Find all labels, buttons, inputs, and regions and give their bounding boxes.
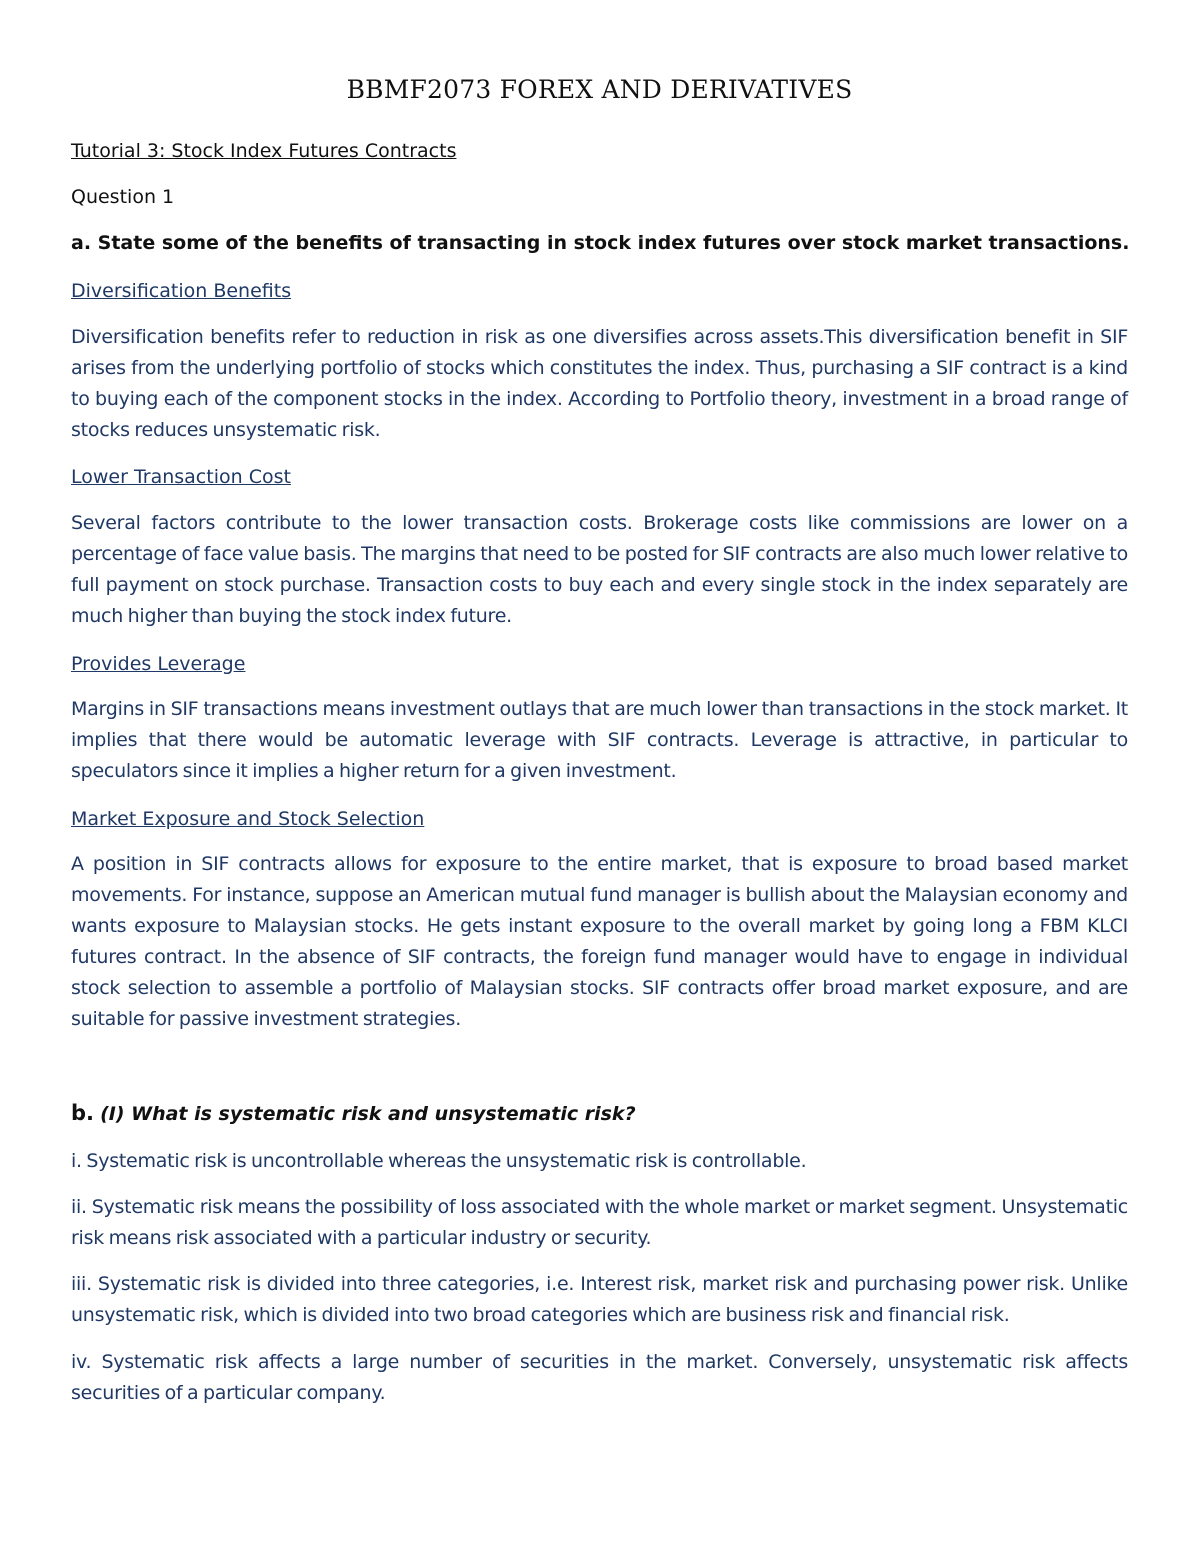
section-heading-market-exposure: Market Exposure and Stock Selection bbox=[71, 808, 425, 830]
question-b-letter: b. bbox=[71, 1101, 95, 1125]
question-b bbox=[71, 1099, 636, 1128]
answer-b-i: i. Systematic risk is uncontrollable whereas the unsystematic risk is controllable. bbox=[71, 1150, 807, 1172]
question-b-text: (I) What is systematic risk and unsystematic risk? bbox=[100, 1103, 636, 1125]
section-body-diversification: Diversification benefits refer to reduction in risk as one diversifies across assets.This diversification benefit in SIF arises from the underlying portfolio of stocks which constitutes the index. Thus, purchasing a SIF contract is a kind to buying each of the component stocks in the index. According to Portfolio theory, investment in a broad range of stocks reduces unsystematic risk. bbox=[71, 326, 1128, 441]
question-heading: Question 1 bbox=[71, 186, 175, 208]
section-body-market-exposure: A position in SIF contracts allows for exposure to the entire market, that is exposure to broad based market movements. For instance, suppose an American mutual fund manager is bullish about the Malaysian economy and wants exposure to Malaysian stocks. He gets instant exposure to the overall market by going long a FBM KLCI futures contract. In the absence of SIF contracts, the foreign fund manager would have to engage in individual stock selection to assemble a portfolio of Malaysian stocks. SIF contracts offer broad market exposure, and are suitable for passive investment strategies. bbox=[71, 853, 1128, 1030]
question-a: a. State some of the benefits of transacting in stock index futures over stock market transactions. bbox=[71, 232, 1130, 254]
document-title: BBMF2073 FOREX AND DERIVATIVES bbox=[346, 75, 853, 104]
section-heading-leverage: Provides Leverage bbox=[71, 653, 246, 675]
section-heading-diversification: Diversification Benefits bbox=[71, 280, 292, 302]
answer-b-iii: iii. Systematic risk is divided into three categories, i.e. Interest risk, market risk and purchasing power risk. Unlike unsystematic risk, which is divided into two broad categories which are business risk and financial risk. bbox=[71, 1273, 1128, 1326]
tutorial-heading: Tutorial 3: Stock Index Futures Contracts bbox=[71, 140, 457, 162]
section-body-transaction-cost: Several factors contribute to the lower transaction costs. Brokerage costs like commissions are lower on a percentage of face value basis. The margins that need to be posted for SIF contracts are also much lower relative to full payment on stock purchase. Transaction costs to buy each and every single stock in the index separately are much higher than buying the stock index future. bbox=[71, 512, 1128, 627]
section-body-leverage: Margins in SIF transactions means investment outlays that are much lower than transactions in the stock market. It implies that there would be automatic leverage with SIF contracts. Leverage is attractive, in particular to speculators since it implies a higher return for a given investment. bbox=[71, 698, 1128, 782]
section-heading-transaction-cost: Lower Transaction Cost bbox=[71, 466, 291, 488]
answer-b-iv: iv. Systematic risk affects a large number of securities in the market. Conversely, unsystematic risk affects securities of a particular company. bbox=[71, 1351, 1128, 1404]
answer-b-ii: ii. Systematic risk means the possibility of loss associated with the whole market or market segment. Unsystematic risk means risk associated with a particular industry or security. bbox=[71, 1196, 1128, 1249]
